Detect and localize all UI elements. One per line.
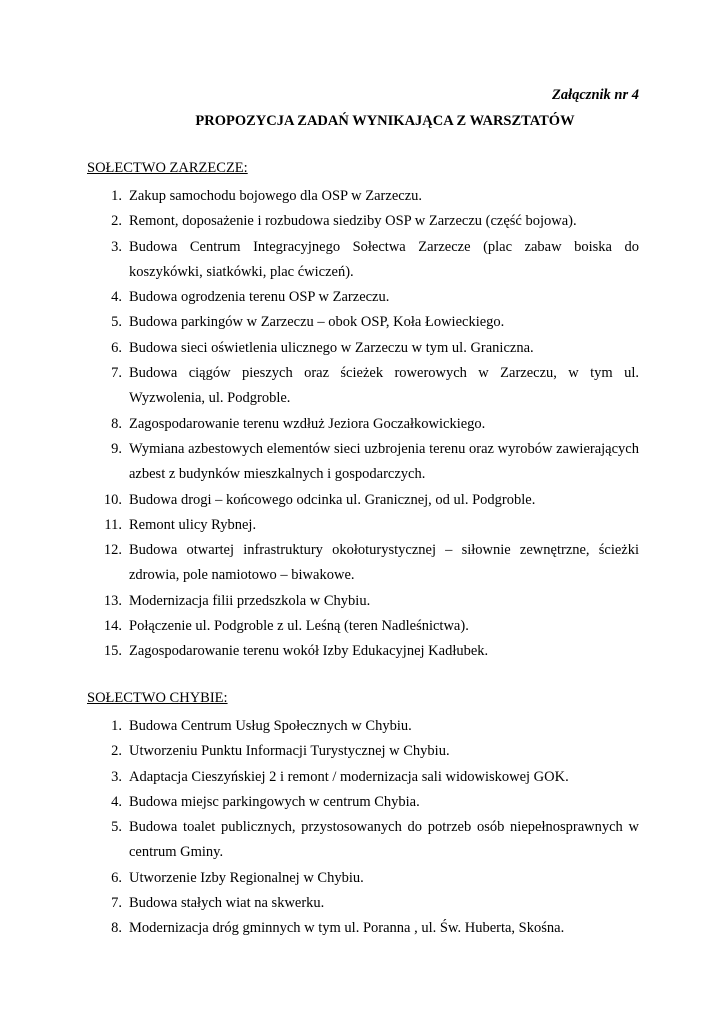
- list-item-text: Budowa Centrum Integracyjnego Sołectwa Zarzecze (plac zabaw boiska do koszykówki, siatkówki, plac ćwiczeń).: [129, 238, 639, 280]
- list-item: [87, 513, 639, 538]
- list-item: [87, 891, 639, 916]
- list-item-text: Adaptacja Cieszyńskiej 2 i remont / modernizacja sali widowiskowej GOK.: [129, 768, 569, 785]
- list-item-text: Zakup samochodu bojowego dla OSP w Zarzeczu.: [129, 188, 423, 204]
- list-item-text: Połączenie ul. Podgroble z ul. Leśną (teren Nadleśnictwa).: [129, 618, 469, 635]
- list-item-number: 1.: [111, 718, 122, 734]
- list-item: [87, 336, 639, 361]
- list-item-text: Budowa stałych wiat na skwerku.: [129, 895, 325, 912]
- list-item-number: 3.: [111, 768, 122, 785]
- list-item-number: 12.: [103, 542, 122, 559]
- list-item-text: Modernizacja dróg gminnych w tym ul. Poranna , ul. Św. Huberta, Skośna.: [129, 920, 565, 937]
- list-item: [87, 639, 639, 664]
- list-item-text: Budowa drogi – końcowego odcinka ul. Granicznej, od ul. Podgroble.: [129, 491, 536, 508]
- list-item-text: Budowa Centrum Usług Społecznych w Chybiu.: [129, 718, 412, 734]
- annex-label: Załącznik nr 4: [551, 87, 639, 103]
- list-item-text: Utworzenie Izby Regionalnej w Chybiu.: [129, 869, 364, 886]
- list-item: [87, 184, 639, 209]
- list-item-number: 4.: [111, 289, 122, 306]
- list-item: [87, 488, 639, 513]
- list-item-number: 6.: [111, 869, 122, 886]
- list-item: [87, 361, 639, 412]
- section-heading-zarzecze: SOŁECTWO ZARZECZE:: [87, 160, 248, 176]
- list-item-text: Budowa sieci oświetlenia ulicznego w Zarzeczu w tym ul. Graniczna.: [129, 339, 534, 356]
- list-item-number: 9.: [111, 440, 122, 457]
- list-item-text: Budowa ciągów pieszych oraz ścieżek rowerowych w Zarzeczu, w tym ul. Wyzwolenia, ul. Podgroble.: [129, 365, 639, 407]
- section-heading-chybie: SOŁECTWO CHYBIE:: [87, 690, 228, 706]
- list-item-number: 2.: [111, 213, 122, 230]
- list-item: [87, 614, 639, 639]
- list-item: [87, 714, 639, 739]
- list-item-number: 6.: [111, 339, 122, 356]
- list-item-number: 2.: [111, 743, 122, 760]
- list-item: [87, 815, 639, 866]
- list-item-number: 14.: [103, 618, 122, 635]
- list-item: [87, 790, 639, 815]
- list-item-number: 3.: [111, 238, 122, 255]
- list-item: [87, 285, 639, 310]
- list-item-number: 1.: [111, 188, 122, 204]
- list-item-number: 5.: [111, 314, 122, 331]
- list-item-text: Modernizacja filii przedszkola w Chybiu.: [129, 592, 371, 609]
- list-item-number: 11.: [104, 516, 122, 533]
- list-item: [87, 209, 639, 234]
- list-item-text: Wymiana azbestowych elementów sieci uzbrojenia terenu oraz wyrobów zawierających azbest z budynków mieszkalnych i gospodarczych.: [129, 440, 639, 483]
- list-item-text: Budowa toalet publicznych, przystosowanych do potrzeb osób niepełnosprawnych w centrum Gminy.: [129, 819, 639, 861]
- list-item-text: Budowa parkingów w Zarzeczu – obok OSP, Koła Łowieckiego.: [129, 314, 505, 331]
- list-item-text: Budowa miejsc parkingowych w centrum Chybia.: [129, 793, 420, 810]
- list-item-number: 4.: [111, 793, 122, 810]
- list-item-number: 7.: [111, 895, 122, 912]
- list-item-text: Remont, doposażenie i rozbudowa siedziby OSP w Zarzeczu (część bojowa).: [129, 213, 577, 230]
- list-item-text: Utworzeniu Punktu Informacji Turystycznej w Chybiu.: [129, 743, 450, 760]
- list-item-text: Zagospodarowanie terenu wzdłuż Jeziora Goczałkowickiego.: [129, 415, 486, 432]
- list-item-number: 8.: [111, 415, 122, 432]
- list-item-number: 8.: [111, 920, 122, 937]
- list-item: [87, 437, 639, 488]
- list-item-number: 15.: [103, 643, 122, 660]
- list-item: [87, 538, 639, 589]
- list-item-text: Zagospodarowanie terenu wokół Izby Edukacyjnej Kadłubek.: [129, 643, 489, 660]
- page-title: PROPOZYCJA ZADAŃ WYNIKAJĄCA Z WARSZTATÓW: [195, 113, 575, 129]
- list-item: [87, 765, 639, 790]
- list-item-number: 7.: [111, 365, 122, 382]
- task-list-chybie: [87, 714, 639, 942]
- list-item: [87, 412, 639, 437]
- list-item-number: 10.: [103, 491, 122, 508]
- list-item-text: Budowa otwartej infrastruktury okołoturystycznej – siłownie zewnętrzne, ścieżki zdrowia, pole namiotowo – biwakowe.: [129, 542, 639, 584]
- list-item: [87, 310, 639, 335]
- list-item: [87, 739, 639, 764]
- task-list-zarzecze: [87, 184, 639, 665]
- list-item: [87, 235, 639, 286]
- list-item-text: Budowa ogrodzenia terenu OSP w Zarzeczu.: [129, 289, 390, 306]
- list-item-text: Remont ulicy Rybnej.: [129, 516, 257, 533]
- list-item: [87, 589, 639, 614]
- list-item-number: 5.: [111, 819, 122, 836]
- list-item-number: 13.: [103, 592, 122, 609]
- list-item: [87, 916, 639, 941]
- list-item: [87, 866, 639, 891]
